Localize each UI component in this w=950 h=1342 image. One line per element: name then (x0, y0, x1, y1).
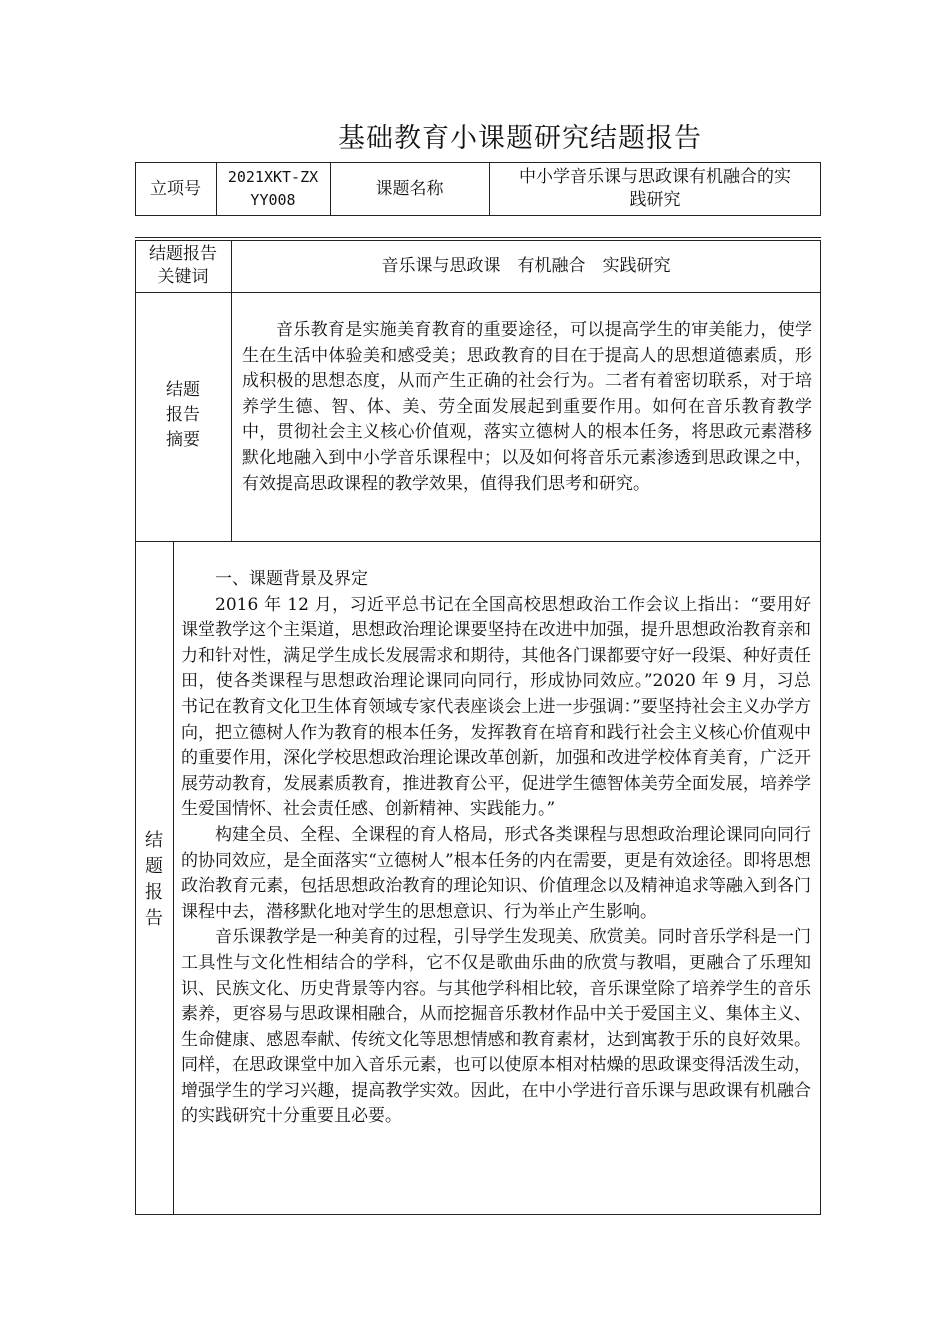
project-id-line2: YY008 (250, 191, 296, 209)
keywords-label-line1: 结题报告 (149, 244, 217, 264)
project-name-line1: 中小学音乐课与思政课有机融合的实 (519, 167, 791, 187)
project-id-value (216, 162, 330, 216)
keywords-label-line2: 关键词 (157, 267, 209, 287)
report-heading: 一、课题背景及界定 (215, 569, 368, 589)
report-label: 结 题 报 告 (145, 830, 163, 929)
abstract-paragraph: 音乐教育是实施美育教育的重要途径，可以提高学生的审美能力，使学生在生活中体验美和感受美；思政教育的目在于提高人的思想道德素质，形成积极的思想态度，从而产生正确的社会行为。二者有着密切联系，对于培养学生德、智、体、美、劳全面发展起到重要作用。如何在音乐教育教学中，贯彻社会主义核心价值观，落实立德树人的根本任务，将思政元素潜移默化地融入到中小学音乐课程中；以及如何将音乐元素渗透到思政课之中，有效提高思政课程的教学效果，值得我们思考和研究。 (242, 320, 812, 494)
report-paragraph-1: 2016 年 12 月，习近平总书记在全国高校思想政治工作会议上指出：“要用好课堂教学这个主渠道，思想政治理论课要坚持在改进中加强，提升思想政治教育亲和力和针对性，满足学生成长发展需求和期待，其他各门课都要守好一段渠、种好责任田，使各类课程与思想政治理论课同向同行，形成协同效应。”2020 年 9 月，习总书记在教育文化卫生体育领域专家代表座谈会上进一步强调：”要坚持社会主义办学方向，把立德树人作为教育的根本任务，发挥教育在培育和践行社会主义核心价值观中的重要作用，深化学校思想政治理论课改革创新，加强和改进学校体育美育，广泛开展劳动教育，发展素质教育，推进教育公平，促进学生德智体美劳全面发展，培养学生爱国情怀、社会责任感、创新精神、实践能力。” (181, 594, 811, 820)
project-id-label: 立项号 (150, 178, 201, 199)
abstract-label: 结题 报告 摘要 (166, 380, 200, 450)
project-name-label: 课题名称 (375, 178, 444, 199)
project-name-line2: 践研究 (629, 190, 681, 210)
page-title: 基础教育小课题研究结题报告 (338, 123, 702, 154)
report-paragraph-2: 构建全员、全程、全课程的育人格局，形式各类课程与思想政治理论课同向同行的协同效应，是全面落实“立德树人”根本任务的内在需要，更是有效途径。即将思想政治教育元素，包括思想政治教育的理论知识、价值理念以及精神追求等融入到各门课程中去，潜移默化地对学生的思想意识、行为举止产生影响。 (181, 824, 811, 922)
project-name-value (489, 162, 821, 216)
abstract-text (242, 318, 812, 497)
keywords-label (135, 240, 231, 292)
project-id-line1: 2021XKT-ZX (227, 168, 319, 186)
report-paragraph-3: 音乐课教学是一种美育的过程，引导学生发现美、欣赏美。同时音乐学科是一门工具性与文化性相结合的学科，它不仅是歌曲乐曲的欣赏与教唱，更融合了乐理知识、民族文化、历史背景等内容。与其他学科相比较，音乐课堂除了培养学生的音乐素养，更容易与思政课相融合，从而挖掘音乐教材作品中关于爱国主义、集体主义、生命健康、感恩奉献、传统文化等思想情感和教育素材，达到寓教于乐的良好效果。同样，在思政课堂中加入音乐元素，也可以使原本相对枯燥的思政课变得活泼生动，增强学生的学习兴趣，提高教学实效。因此，在中小学进行音乐课与思政课有机融合的实践研究十分重要且必要。 (181, 927, 811, 1127)
keywords-value: 音乐课与思政课 有机融合 实践研究 (381, 255, 671, 276)
report-body (181, 567, 811, 1130)
